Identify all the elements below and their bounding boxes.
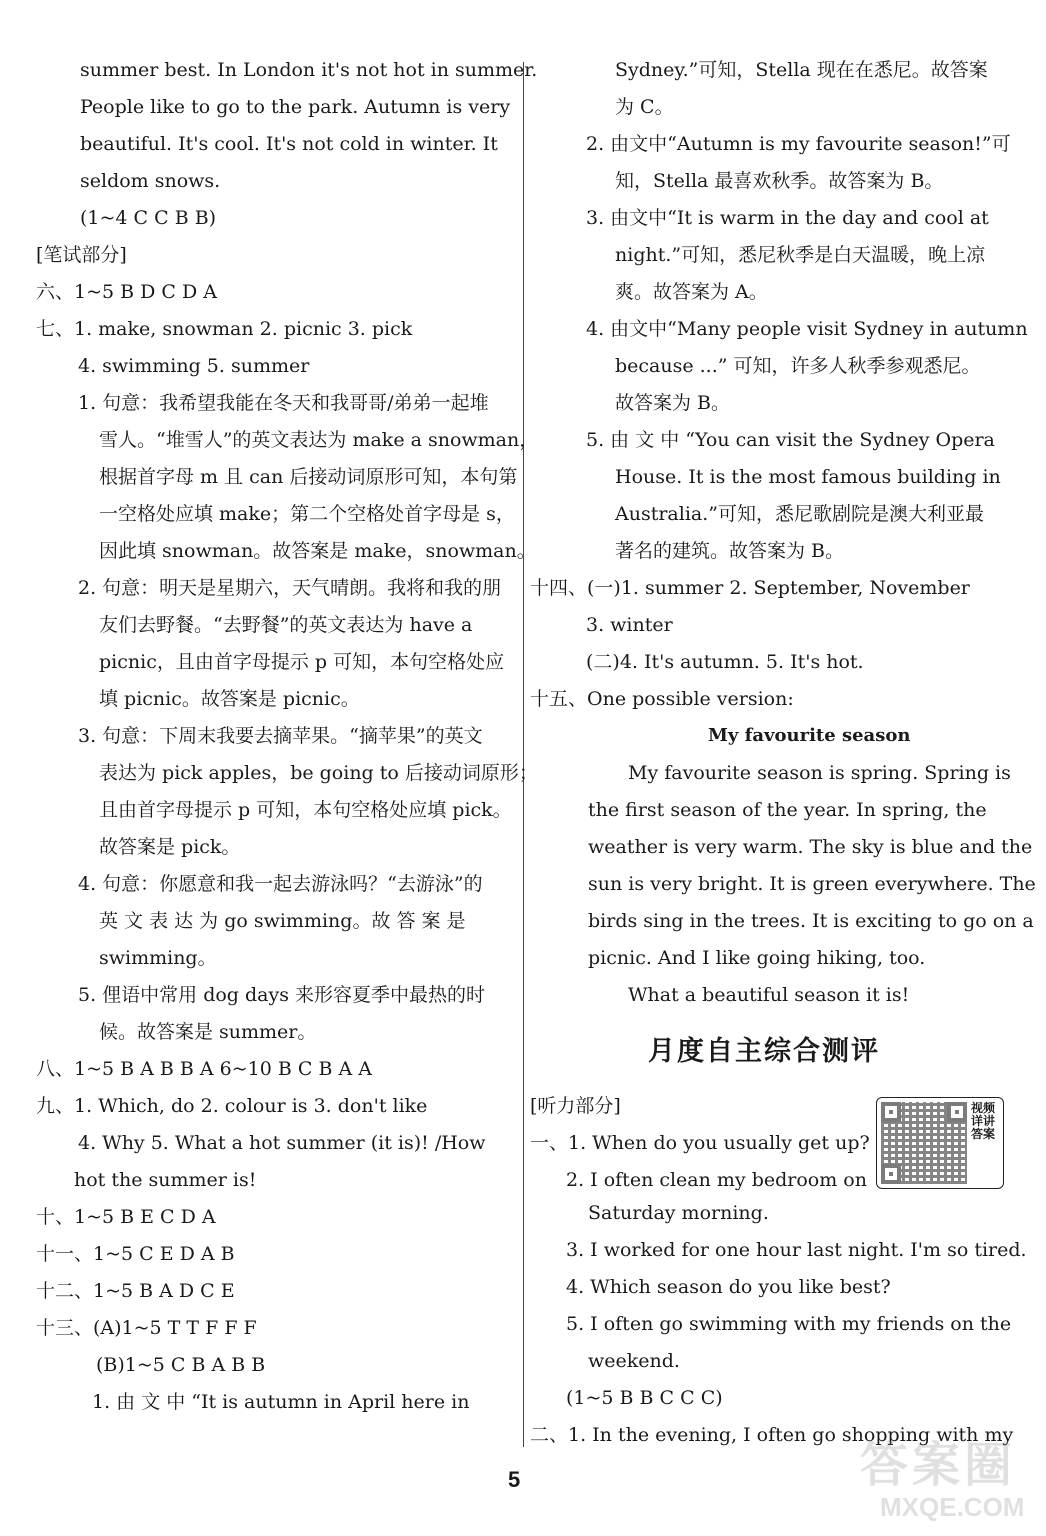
qr-code-box[interactable] [876, 1097, 1004, 1189]
column-divider [523, 62, 524, 1447]
text-line: 2. 由文中“Autumn is my favourite season!”可 [586, 133, 1011, 155]
text-line: (1~5 B B C C C) [566, 1387, 723, 1409]
text-line: because ...” 可知，许多人秋季参观悉尼。 [615, 355, 981, 377]
text-line: 3. 由文中“It is warm in the day and cool at [586, 207, 989, 229]
text-line: 5. 俚语中常用 dog days 来形容夏季中最热的时 [78, 984, 486, 1006]
text-line: the first season of the year. In spring, the [588, 799, 987, 821]
text-line: 二、1. In the evening, I often go shopping with my [530, 1424, 1014, 1446]
text-line: seldom snows. [80, 170, 221, 192]
text-line: 六、1~5 B D C D A [36, 281, 217, 303]
text-line: night.”可知，悉尼秋季是白天温暖，晚上凉 [615, 244, 986, 266]
text-line: (1~4 C C B B) [80, 207, 217, 229]
text-line: 且由首字母提示 p 可知，本句空格处应填 pick。 [99, 799, 512, 821]
text-line: [笔试部分] [36, 244, 127, 266]
text-line: 1. 句意：我希望我能在冬天和我哥哥/弟弟一起堆 [78, 392, 489, 414]
text-line: People like to go to the park. Autumn is very [80, 96, 511, 118]
text-line: 候。故答案是 summer。 [99, 1021, 317, 1043]
text-line: 雪人。“堆雪人”的英文表达为 make a snowman， [99, 429, 539, 451]
text-line: picnic. And I like going hiking, too. [588, 947, 926, 969]
text-line: 九、1. Which, do 2. colour is 3. don't like [36, 1095, 428, 1117]
text-line: 十五、One possible version: [530, 688, 794, 710]
text-line: 知，Stella 最喜欢秋季。故答案为 B。 [615, 170, 944, 192]
page-number: 5 [508, 1467, 521, 1492]
text-line: 表达为 pick apples，be going to 后接动词原形； [99, 762, 538, 784]
text-line: sun is very bright. It is green everywhere. The [588, 873, 1036, 895]
text-line: 5. I often go swimming with my friends on the [566, 1313, 1012, 1335]
text-line: 4. swimming 5. summer [78, 355, 310, 377]
text-line: 八、1~5 B A B B A 6~10 B C B A A [36, 1058, 372, 1080]
qr-label: 视频详讲答案 [970, 1101, 995, 1141]
text-line: (B)1~5 C B A B B [96, 1354, 266, 1376]
text-line: 七、1. make, snowman 2. picnic 3. pick [36, 318, 413, 340]
text-line: 2. 句意：明天是星期六，天气晴朗。我将和我的朋 [78, 577, 502, 599]
text-line: 十三、(A)1~5 T T F F F [36, 1317, 257, 1339]
qr-code-icon [881, 1102, 967, 1184]
text-line: (二)4. It's autumn. 5. It's hot. [586, 651, 864, 673]
text-line: 3. winter [586, 614, 673, 636]
essay-title: My favourite season [708, 725, 911, 746]
watermark-text: 答案圈 [860, 1439, 1017, 1492]
text-line: My favourite season is spring. Spring is [628, 762, 1011, 784]
text-line: 英 文 表 达 为 go swimming。故 答 案 是 [99, 910, 466, 932]
text-line: 填 picnic。故答案是 picnic。 [99, 688, 360, 710]
text-line: 一空格处应填 make；第二个空格处首字母是 s， [99, 503, 515, 525]
text-line: Australia.”可知，悉尼歌剧院是澳大利亚最 [615, 503, 984, 525]
text-line: 友们去野餐。“去野餐”的英文表达为 have a [99, 614, 473, 636]
text-line: weekend. [588, 1350, 680, 1372]
text-line: 十、1~5 B E C D A [36, 1206, 216, 1228]
text-line: 4. Why 5. What a hot summer (it is)! /How [78, 1132, 486, 1154]
text-line: summer best. In London it's not hot in summer. [80, 59, 538, 81]
section-title: 月度自主综合测评 [648, 1036, 880, 1067]
text-line: Saturday morning. [588, 1202, 769, 1224]
text-line: swimming。 [99, 947, 217, 969]
watermark-logo [840, 1420, 1040, 1530]
text-line: birds sing in the trees. It is exciting to go on a [588, 910, 1034, 932]
text-line: 十一、1~5 C E D A B [36, 1243, 235, 1265]
text-line: 2. I often clean my bedroom on [566, 1169, 867, 1191]
text-line: 故答案是 pick。 [99, 836, 241, 858]
text-line: 4. Which season do you like best? [566, 1276, 891, 1298]
text-line: 爽。故答案为 A。 [615, 281, 768, 303]
text-line: 十二、1~5 B A D C E [36, 1280, 235, 1302]
text-line: 根据首字母 m 且 can 后接动词原形可知，本句第 [99, 466, 518, 488]
text-line: 3. I worked for one hour last night. I'm so tired. [566, 1239, 1027, 1261]
text-line: 为 C。 [615, 96, 674, 118]
text-line: 5. 由 文 中 “You can visit the Sydney Opera [586, 429, 995, 451]
text-line: 著名的建筑。故答案为 B。 [615, 540, 845, 562]
text-line: [听力部分] [530, 1095, 621, 1117]
text-line: Sydney.”可知，Stella 现在在悉尼。故答案 [615, 59, 988, 81]
text-line: 3. 句意：下周末我要去摘苹果。“摘苹果”的英文 [78, 725, 483, 747]
text-line: House. It is the most famous building in [615, 466, 1001, 488]
text-line: 因此填 snowman。故答案是 make，snowman。 [99, 540, 536, 562]
text-line: weather is very warm. The sky is blue and the [588, 836, 1033, 858]
text-line: 4. 由文中“Many people visit Sydney in autumn [586, 318, 1028, 340]
text-line: hot the summer is! [74, 1169, 257, 1191]
watermark-url: MXQE.COM [880, 1492, 1025, 1522]
text-line: 4. 句意：你愿意和我一起去游泳吗？“去游泳”的 [78, 873, 483, 895]
text-line: 十四、(一)1. summer 2. September, November [530, 577, 970, 599]
text-line: picnic，且由首字母提示 p 可知，本句空格处应 [99, 651, 505, 673]
text-line: What a beautiful season it is! [628, 984, 910, 1006]
text-line: 1. 由 文 中 “It is autumn in April here in [92, 1391, 470, 1413]
text-line: 一、1. When do you usually get up? [530, 1132, 870, 1154]
text-line: 故答案为 B。 [615, 392, 731, 414]
text-line: beautiful. It's cool. It's not cold in winter. It [80, 133, 498, 155]
